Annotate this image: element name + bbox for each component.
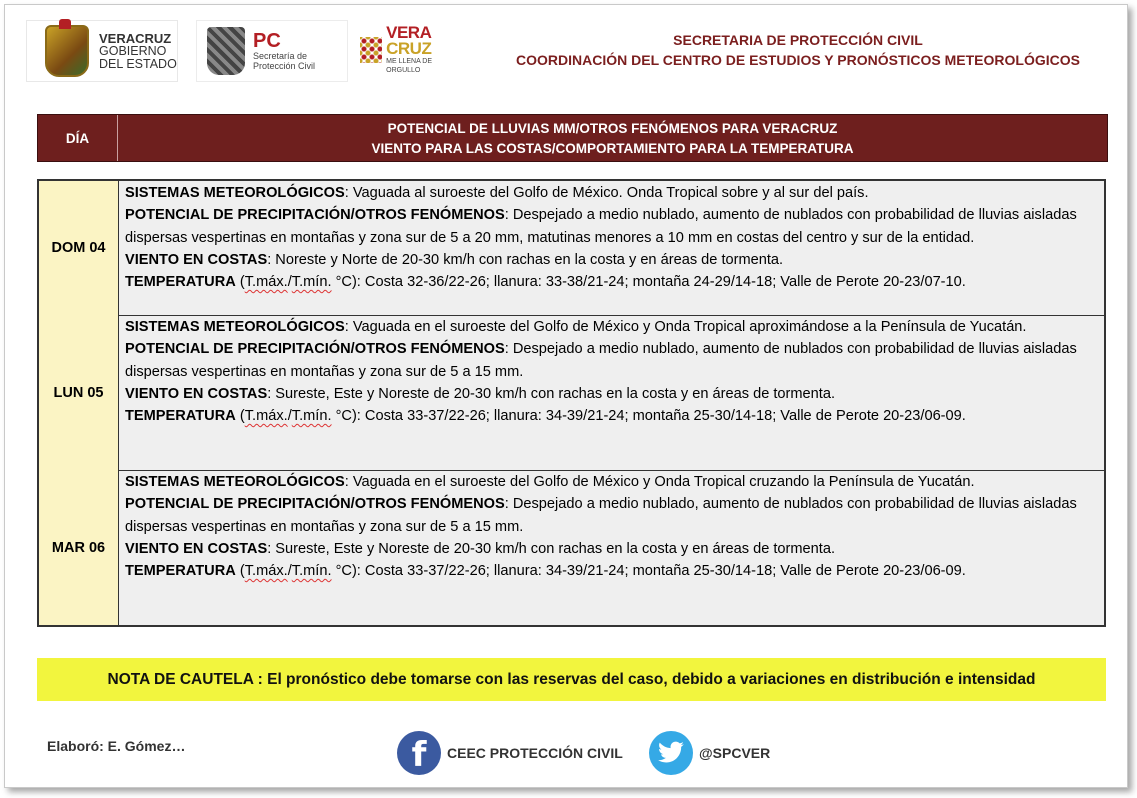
forecast-table — [37, 179, 1106, 627]
facebook-label: CEEC PROTECCIÓN CIVIL — [447, 745, 623, 761]
veracruz-pattern-icon — [360, 37, 382, 63]
veracruz-brand-logo — [360, 20, 456, 80]
temperatura-text: Costa 33-37/22-26; llanura: 34-39/21-24; montaña 25-30/14-18; Valle de Perote 20-23/06-09. — [364, 408, 966, 425]
label-potencial: POTENCIAL DE PRECIPITACIÓN/OTROS FENÓMENOS — [125, 341, 505, 358]
viento-text: Sureste, Este y Noreste de 20-30 km/h con rachas en la costa y en áreas de tormenta. — [275, 385, 836, 402]
tmin-label: T.mín. — [291, 274, 332, 291]
potencial-text: Despejado a medio nublado, aumento de nublados con probabilidad de lluvias aisladas dispersas vespertinas en montañas y zona sur de 5 a 15 mm. — [125, 341, 1077, 380]
temperatura-text: Costa 32-36/22-26; llanura: 33-38/21-24; montaña 24-29/14-18; Valle de Perote 20-23/07-10. — [364, 274, 966, 291]
pc-abbr: PC — [253, 30, 281, 52]
label-viento: VIENTO EN COSTAS — [125, 540, 268, 557]
sistemas-text: Vaguada en el suroeste del Golfo de México y Onda Tropical cruzando la Península de Yucatán. — [352, 474, 975, 490]
label-temperatura: TEMPERATURA — [125, 563, 236, 580]
label-sistemas: SISTEMAS METEOROLÓGICOS — [125, 474, 345, 490]
sistemas-text: Vaguada en el suroeste del Golfo de México y Onda Tropical aproximándose a la Península de Yucatán. — [352, 319, 1027, 335]
forecast-text: SISTEMAS METEOROLÓGICOS: Vaguada al suroeste del Golfo de México. Onda Tropical sobre y al sur del país. POTENCIAL DE PRECIPITACIÓN/OTROS FENÓMENOS: Despejado a medio nublado, aumento de nublados con probabilidad de lluvias aisladas dispersas vespertinas en montañas y zona sur de 5 a 20 mm, matutinas menores a 10 mm en costas del centro y sur de la entidad. VIENTO EN COSTAS: Noreste y Norte de 20-30 km/h con rachas en la costa y en áreas de tormenta. TEMPERATURA (T.máx./T.mín. °C): Costa 32-36/22-26; llanura: 33-38/21-24; montaña 24-29/14-18; Valle de Perote 20-23/07-10. — [125, 185, 1077, 291]
potencial-text: Despejado a medio nublado, aumento de nublados con probabilidad de lluvias aisladas dispersas vespertinas en montañas y zona sur de 5 a 20 mm, matutinas menores a 10 mm en costas del centro y sur de la entidad. — [125, 207, 1077, 246]
author-credit: Elaboró: E. Gómez… — [47, 738, 186, 754]
twitter-icon — [649, 731, 693, 775]
label-sistemas: SISTEMAS METEOROLÓGICOS — [125, 319, 345, 335]
label-potencial: POTENCIAL DE PRECIPITACIÓN/OTROS FENÓMENOS — [125, 496, 505, 513]
facebook-icon: f — [397, 731, 441, 775]
viento-text: Sureste, Este y Noreste de 20-30 km/h con rachas en la costa y en áreas de tormenta. — [275, 540, 836, 557]
label-sistemas: SISTEMAS METEOROLÓGICOS — [125, 185, 345, 201]
label-viento: VIENTO EN COSTAS — [125, 251, 268, 268]
twitter-label: @SPCVER — [699, 745, 771, 761]
tmin-label: T.mín. — [291, 408, 332, 425]
day-cell: LUN 05 — [39, 315, 119, 470]
tmax-label: T.máx. — [244, 274, 288, 291]
potencial-text: Despejado a medio nublado, aumento de nublados con probabilidad de lluvias aisladas dispersas vespertinas en montañas y zona sur de 5 a 15 mm. — [125, 496, 1077, 535]
logo-text-line: VERACRUZ — [99, 30, 172, 46]
brand-word: VERA — [386, 23, 432, 42]
logo-text-line: GOBIERNO — [99, 43, 167, 58]
table-row — [39, 181, 1104, 316]
header-line-1: POTENCIAL DE LLUVIAS MM/OTROS FENÓMENOS PARA VERACRUZ — [387, 121, 838, 136]
label-temperatura: TEMPERATURA — [125, 408, 236, 425]
viento-text: Noreste y Norte de 20-30 km/h con rachas en la costa y en áreas de tormenta. — [275, 251, 784, 268]
brand-tagline: ME LLENA DE ORGULLO — [386, 58, 433, 74]
header-day: DÍA — [38, 115, 118, 161]
facebook-link[interactable] — [397, 731, 623, 775]
temperatura-text: Costa 33-37/22-26; llanura: 34-39/21-24; montaña 25-30/14-18; Valle de Perote 20-23/06-09. — [364, 563, 966, 580]
caution-note: NOTA DE CAUTELA : El pronóstico debe tomarse con las reservas del caso, debido a variaciones en distribución e intensidad — [37, 658, 1106, 701]
tmin-label: T.mín. — [291, 563, 332, 580]
table-row — [39, 315, 1104, 471]
organization-title — [470, 30, 1126, 70]
header-description — [118, 119, 1107, 159]
veracruz-crest-icon — [45, 25, 89, 77]
header-line-2: VIENTO PARA LAS COSTAS/COMPORTAMIENTO PARA LA TEMPERATURA — [371, 141, 854, 156]
pc-subline: Protección Civil — [253, 61, 316, 71]
forecast-text: SISTEMAS METEOROLÓGICOS: Vaguada en el suroeste del Golfo de México y Onda Tropical aproximándose a la Península de Yucatán. POTENCIAL DE PRECIPITACIÓN/OTROS FENÓMENOS: Despejado a medio nublado, aumento de nublados con probabilidad de lluvias aisladas dispersas vespertinas en montañas y zona sur de 5 a 15 mm. VIENTO EN COSTAS: Sureste, Este y Noreste de 20-30 km/h con rachas en la costa y en áreas de tormenta. TEMPERATURA (T.máx./T.mín. °C): Costa 33-37/22-26; llanura: 34-39/21-24; montaña 25-30/14-18; Valle de Perote 20-23/06-09. — [125, 319, 1077, 425]
org-line-1: SECRETARIA DE PROTECCIÓN CIVIL — [673, 32, 923, 48]
twitter-link[interactable] — [649, 731, 770, 775]
veracruz-gobierno-logo — [26, 20, 178, 82]
forecast-text: SISTEMAS METEOROLÓGICOS: Vaguada en el suroeste del Golfo de México y Onda Tropical cruzando la Península de Yucatán. POTENCIAL DE PRECIPITACIÓN/OTROS FENÓMENOS: Despejado a medio nublado, aumento de nublados con probabilidad de lluvias aisladas dispersas vespertinas en montañas y zona sur de 5 a 15 mm. VIENTO EN COSTAS: Sureste, Este y Noreste de 20-30 km/h con rachas en la costa y en áreas de tormenta. TEMPERATURA (T.máx./T.mín. °C): Costa 33-37/22-26; llanura: 34-39/21-24; montaña 25-30/14-18; Valle de Perote 20-23/06-09. — [125, 474, 1077, 580]
label-temperatura: TEMPERATURA — [125, 274, 236, 291]
label-viento: VIENTO EN COSTAS — [125, 385, 268, 402]
tmax-label: T.máx. — [244, 408, 288, 425]
org-line-2: COORDINACIÓN DEL CENTRO DE ESTUDIOS Y PRONÓSTICOS METEOROLÓGICOS — [516, 52, 1080, 68]
label-potencial: POTENCIAL DE PRECIPITACIÓN/OTROS FENÓMENOS — [125, 207, 505, 224]
pc-crest-icon — [207, 27, 245, 75]
day-cell: MAR 06 — [39, 470, 119, 625]
sistemas-text: Vaguada al suroeste del Golfo de México. Onda Tropical sobre y al sur del país. — [352, 185, 869, 201]
proteccion-civil-logo — [196, 20, 348, 82]
table-row — [39, 470, 1104, 625]
table-header — [37, 114, 1108, 162]
brand-word: CRUZ — [386, 39, 432, 58]
logo-text-line: DEL ESTADO — [99, 56, 177, 71]
day-cell: DOM 04 — [39, 181, 119, 315]
pc-subline: Secretaría de — [253, 51, 308, 61]
tmax-label: T.máx. — [244, 563, 288, 580]
